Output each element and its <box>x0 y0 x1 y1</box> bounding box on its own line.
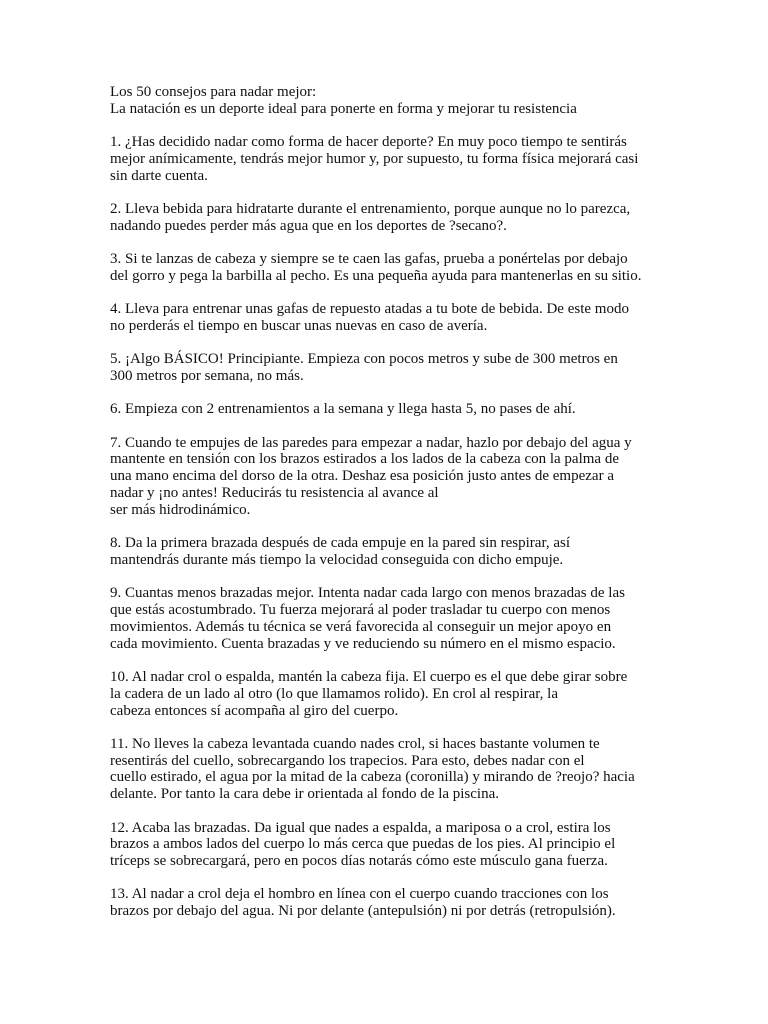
tip-line: 9. Cuantas menos brazadas mejor. Intenta nadar cada largo con menos brazadas de las <box>110 585 625 602</box>
tip-paragraph-12 <box>110 820 730 870</box>
tip-line: tríceps se sobrecargará, pero en pocos días notarás cómo este músculo gana fuerza. <box>110 853 608 870</box>
tip-line: 5. ¡Algo BÁSICO! Principiante. Empieza con pocos metros y sube de 300 metros en <box>110 351 618 368</box>
tip-line: 1. ¿Has decidido nadar como forma de hacer deporte? En muy poco tiempo te sentirás <box>110 134 627 151</box>
tip-line: ser más hidrodinámico. <box>110 501 251 518</box>
tip-line: que estás acostumbrado. Tu fuerza mejorará al poder trasladar tu cuerpo con menos <box>110 602 611 619</box>
tip-paragraph-2 <box>110 201 730 235</box>
document-title: Los 50 consejos para nadar mejor: <box>110 84 317 100</box>
tip-line: cada movimiento. Cuenta brazadas y ve reduciendo su número en el mismo espacio. <box>110 635 616 652</box>
tip-line: mantendrás durante más tiempo la velocidad conseguida con dicho empuje. <box>110 551 564 568</box>
tip-line: la cadera de un lado al otro (lo que llamamos rolido). En crol al respirar, la <box>110 685 558 702</box>
tip-line: movimientos. Además tu técnica se verá favorecida al conseguir un mejor apoyo en <box>110 618 612 635</box>
tip-line: nadando puedes perder más agua que en los deportes de ?secano?. <box>110 217 507 234</box>
tip-line: del gorro y pega la barbilla al pecho. Es una pequeña ayuda para mantenerlas en su sitio. <box>110 267 642 284</box>
tip-line: 13. Al nadar a crol deja el hombro en línea con el cuerpo cuando tracciones con los <box>110 886 609 903</box>
tip-paragraph-4 <box>110 301 730 335</box>
tip-line: brazos a ambos lados del cuerpo lo más cerca que puedas de los pies. Al principio el <box>110 836 616 853</box>
tip-paragraph-5 <box>110 351 730 385</box>
tip-line: 4. Lleva para entrenar unas gafas de repuesto atadas a tu bote de bebida. De este modo <box>110 301 629 318</box>
tip-paragraph-9 <box>110 585 730 652</box>
tip-line: mejor anímicamente, tendrás mejor humor y, por supuesto, tu forma física mejorará casi <box>110 150 639 167</box>
tip-line: 3. Si te lanzas de cabeza y siempre se te caen las gafas, prueba a ponértelas por debajo <box>110 251 628 268</box>
tip-line: 12. Acaba las brazadas. Da igual que nades a espalda, a mariposa o a crol, estira los <box>110 819 611 836</box>
tip-line: 6. Empieza con 2 entrenamientos a la semana y llega hasta 5, no pases de ahí. <box>110 401 576 418</box>
tip-line: mantente en tensión con los brazos estirados a los lados de la cabeza con la palma de <box>110 451 619 468</box>
tip-paragraph-11 <box>110 736 730 803</box>
tip-line: brazos por debajo del agua. Ni por delante (antepulsión) ni por detrás (retropulsión). <box>110 903 616 920</box>
tip-paragraph-6 <box>110 401 730 418</box>
tip-line: 10. Al nadar crol o espalda, mantén la cabeza fija. El cuerpo es el que debe girar sobre <box>110 668 628 685</box>
tips-list <box>110 134 730 920</box>
document-page <box>110 84 730 920</box>
tip-paragraph-3 <box>110 251 730 285</box>
tip-line: no perderás el tiempo en buscar unas nuevas en caso de avería. <box>110 317 488 334</box>
document-subtitle: La natación es un deporte ideal para ponerte en forma y mejorar tu resistencia <box>110 100 577 117</box>
tip-line: cuello estirado, el agua por la mitad de la cabeza (coronilla) y mirando de ?reojo? hacia <box>110 769 635 786</box>
tip-line: sin darte cuenta. <box>110 167 208 184</box>
tip-line: 7. Cuando te empujes de las paredes para empezar a nadar, hazlo por debajo del agua y <box>110 434 632 451</box>
tip-paragraph-8 <box>110 535 730 569</box>
tip-line: 2. Lleva bebida para hidratarte durante el entrenamiento, porque aunque no lo parezca, <box>110 200 631 217</box>
tip-paragraph-13 <box>110 886 730 920</box>
tip-line: nadar y ¡no antes! Reducirás tu resistencia al avance al <box>110 485 439 502</box>
tip-paragraph-1 <box>110 134 730 184</box>
tip-line: resentirás del cuello, sobrecargando los trapecios. Para esto, debes nadar con el <box>110 752 585 769</box>
tip-line: 11. No lleves la cabeza levantada cuando nades crol, si haces bastante volumen te <box>110 735 600 752</box>
tip-line: cabeza entonces sí acompaña al giro del cuerpo. <box>110 702 399 719</box>
tip-paragraph-7 <box>110 435 730 519</box>
tip-line: una mano encima del dorso de la otra. Deshaz esa posición justo antes de empezar a <box>110 468 614 485</box>
tip-paragraph-10 <box>110 669 730 719</box>
tip-line: 8. Da la primera brazada después de cada empuje en la pared sin respirar, así <box>110 535 571 552</box>
tip-line: 300 metros por semana, no más. <box>110 368 304 385</box>
tip-line: delante. Por tanto la cara debe ir orientada al fondo de la piscina. <box>110 786 500 803</box>
